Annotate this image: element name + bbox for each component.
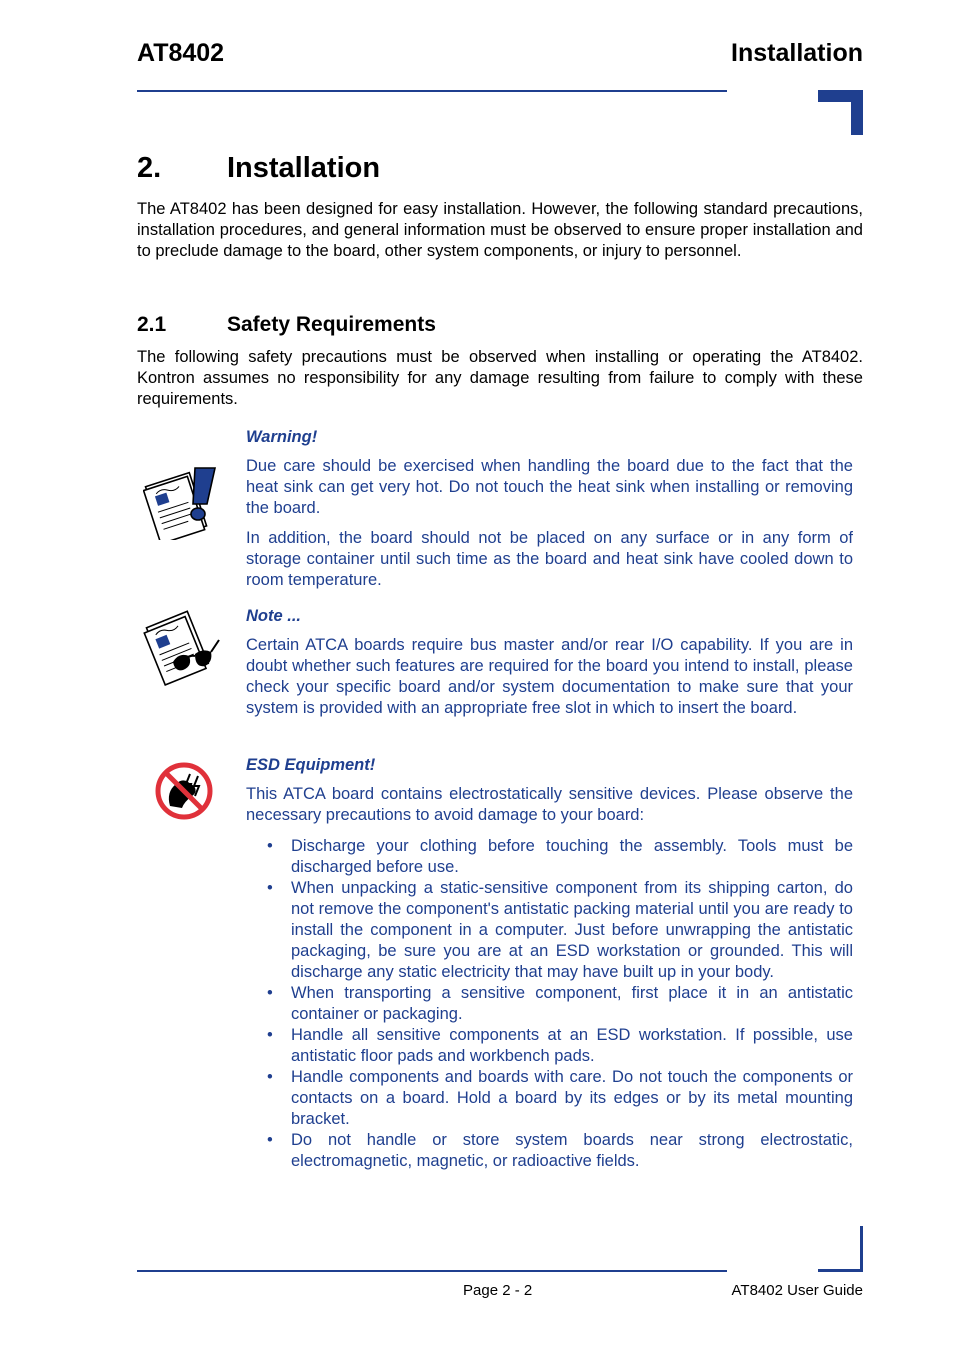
header-rule — [137, 90, 727, 92]
section-paragraph: The following safety precautions must be observed when installing or operating the AT8402. Kontron assumes no responsibility for any damage resulting from failure to comply with these requirements. — [137, 348, 863, 408]
list-item: • When unpacking a static-sensitive component from its shipping carton, do not remove the component's antistatic packing material until you are ready to install the component in a computer. Just before unwrapping the antistatic packaging, be sure you are at an ESD workstation or grounded. This will discharge any static electricity that may have built up in your body. — [246, 878, 853, 983]
chapter-number: 2. — [137, 152, 162, 184]
section-number: 2.1 — [137, 313, 167, 336]
footer-rule — [137, 1270, 727, 1272]
corner-mark-top — [818, 90, 863, 135]
list-item: • Handle components and boards with care. Do not touch the components or contacts on a board. Hold a board by its edges or by its metal mounting bracket. — [246, 1067, 853, 1130]
intro-paragraph: The AT8402 has been designed for easy installation. However, the following standard precautions, installation procedures, and general information must be observed to ensure proper installation and to preclude damage to the board, other system components, or injury to personnel. — [137, 200, 863, 260]
note-title: Note ... — [246, 607, 302, 625]
esd-title: ESD Equipment! — [246, 756, 376, 774]
warning-exclamation-icon — [143, 462, 221, 540]
list-item: • Discharge your clothing before touching the assembly. Tools must be discharged before use. — [246, 836, 853, 878]
guide-name: AT8402 User Guide — [731, 1282, 863, 1299]
header-chapter-name: Installation — [731, 39, 863, 67]
header-product-name: AT8402 — [137, 39, 225, 67]
chapter-title: Installation — [227, 152, 381, 184]
note-paragraph: Certain ATCA boards require bus master and/or rear I/O capability. If you are in doubt whether such features are required for the board you intend to install, please check your specific board and/or system documentation to make sure that your system is provided with an appropriate free slot in which to insert the board. — [246, 636, 853, 717]
section-title: Safety Requirements — [227, 313, 436, 336]
list-item: • Do not handle or store system boards near strong electrostatic, electromagnetic, magnetic, or radioactive fields. — [246, 1130, 853, 1172]
page-number: Page 2 - 2 — [463, 1282, 533, 1299]
esd-precautions-list — [246, 836, 853, 1172]
warning-paragraph-2: In addition, the board should not be placed on any surface or in any form of storage container until such time as the board and heat sink have cooled down to room temperature. — [246, 529, 853, 589]
warning-title: Warning! — [246, 428, 318, 446]
warning-paragraph-1: Due care should be exercised when handling the board due to the fact that the heat sink can get very hot. Do not touch the heat sink when installing or removing the board. — [246, 457, 853, 517]
esd-paragraph: This ATCA board contains electrostatically sensitive devices. Please observe the necessary precautions to avoid damage to your board: — [246, 785, 853, 824]
corner-mark-bottom — [818, 1226, 863, 1272]
list-item: • When transporting a sensitive component, first place it in an antistatic container or packaging. — [246, 983, 853, 1025]
esd-prohibited-icon — [154, 760, 214, 822]
note-glasses-icon — [143, 610, 221, 686]
list-item: • Handle all sensitive components at an ESD workstation. If possible, use antistatic floor pads and workbench pads. — [246, 1025, 853, 1067]
